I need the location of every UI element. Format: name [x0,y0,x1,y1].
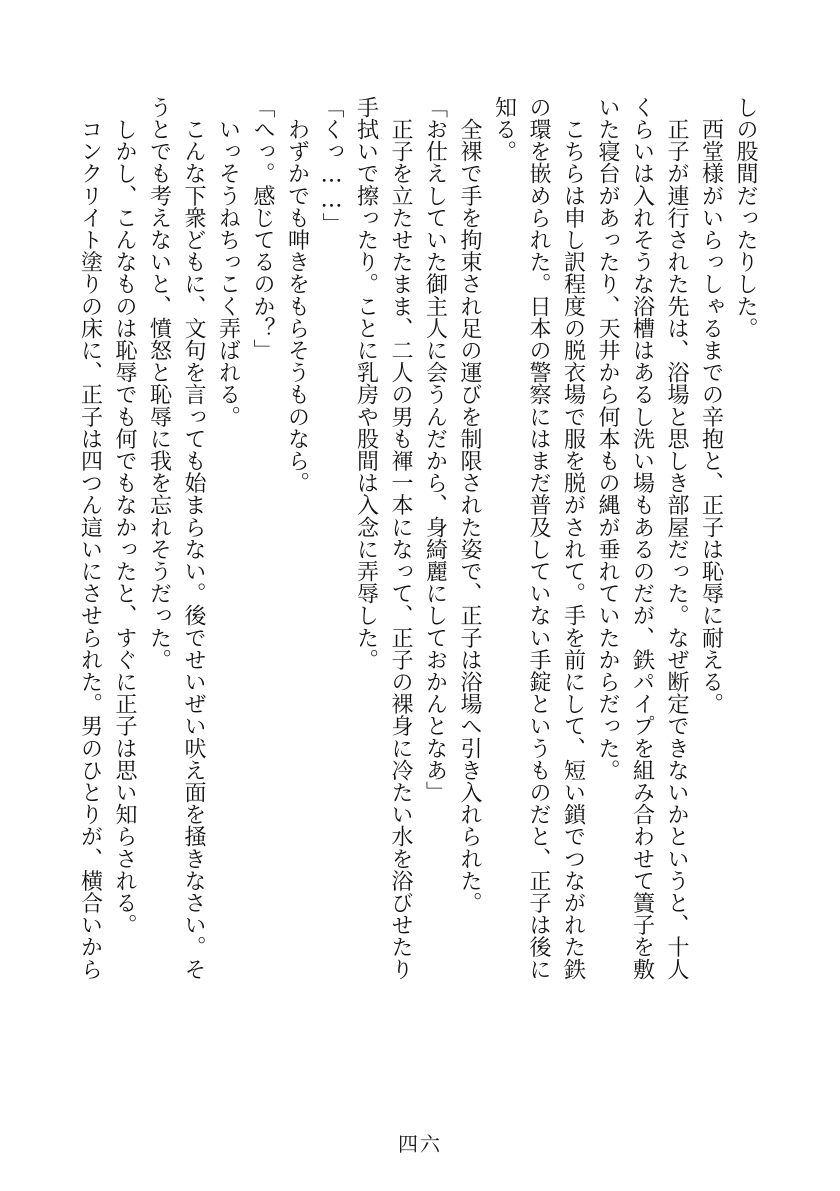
text-line: いっそうねちっこく弄ばれる。 [215,96,241,428]
text-line: の環を嵌められた。日本の警察にはまだ普及していない手錠というものだと、正子は後に [526,96,551,980]
text-line: 「お仕えしていた御主人に会うんだから、身綺麗にしておかんとなあ」 [422,96,448,804]
text-line: しかし、こんなものは恥辱でも何でもなかったと、すぐに正子は思い知らされる。 [112,96,137,936]
text-line: こんな下衆どもに、文句を言っても始まらない。後でせいぜい吠え面を掻きなさい。そ [181,96,206,980]
page-number: 四六 [398,1132,442,1156]
text-line: 「くっ……」 [319,96,344,235]
text-line: 西堂様がいらっしゃるまでの辛抱と、正子は恥辱に耐える。 [698,96,724,715]
text-line: 「へっ。感じてるのか？」 [250,96,275,362]
text-line: 正子が連行された先は、浴場と思しき部屋だった。なぜ断定できないかというと、十人 [664,96,689,980]
text-line: 正子を立たせたまま、二人の男も褌一本になって、正子の裸身に冷たい水を浴びせたり [388,96,413,980]
text-line: 知る。 [491,96,517,163]
text-line: いた寝台があったり、天井から何本もの縄が垂れていたからだった。 [595,96,620,782]
text-line: 全裸で手を拘束され足の運びを制限された姿で、正子は浴場へ引き入れられた。 [457,96,482,914]
vertical-text-body [62,96,762,1016]
text-line: しの股間だったりした。 [733,96,758,340]
text-line: わずかでも呻きをもらそうものなら。 [284,96,310,494]
text-line: コンクリイト塗りの床に、正子は四つん這いにさせられた。男のひとりが、横合いから [77,96,103,980]
text-line: くらいは入れそうな浴槽はあるし洗い場もあるのだが、鉄パイプを組み合わせて簀子を敷 [629,96,655,980]
text-line: うとでも考えないと、憤怒と恥辱に我を忘れそうだった。 [146,96,172,671]
text-line: 手拭いで擦ったり。ことに乳房や股間は入念に弄辱した。 [353,96,379,671]
text-line: こちらは申し訳程度の脱衣場で服を脱がされて。手を前にして、短い鎖でつながれた鉄 [560,96,586,980]
